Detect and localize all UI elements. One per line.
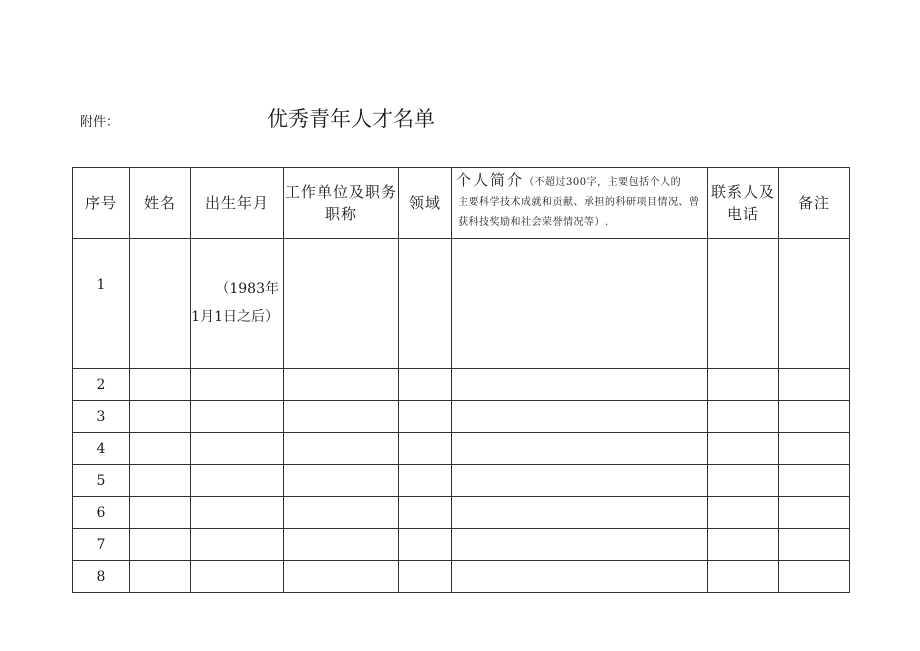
cell-contact[interactable] (708, 433, 779, 465)
cell-contact[interactable] (708, 497, 779, 529)
cell-remarks[interactable] (779, 529, 850, 561)
col-header-field: 领域 (399, 168, 452, 239)
col-header-contact: 联系人及电话 (708, 168, 779, 239)
intro-note-line1: （不超过300字，主要包括个人的 (524, 177, 682, 188)
cell-contact[interactable] (708, 529, 779, 561)
cell-remarks[interactable] (779, 239, 850, 369)
birth-date-note (191, 275, 279, 331)
cell-field[interactable] (399, 497, 452, 529)
cell-field[interactable] (399, 561, 452, 593)
col-header-name: 姓名 (130, 168, 191, 239)
talent-roster-table (72, 167, 850, 593)
cell-intro[interactable] (452, 401, 708, 433)
cell-intro[interactable] (452, 497, 708, 529)
col-header-remarks: 备注 (779, 168, 850, 239)
row-number: 2 (73, 369, 130, 401)
cell-remarks[interactable] (779, 433, 850, 465)
cell-birth[interactable] (191, 239, 284, 369)
cell-field[interactable] (399, 433, 452, 465)
cell-field[interactable] (399, 239, 452, 369)
cell-remarks[interactable] (779, 497, 850, 529)
cell-contact[interactable] (708, 369, 779, 401)
cell-intro[interactable] (452, 465, 708, 497)
col-header-seq: 序号 (73, 168, 130, 239)
col-header-work-unit: 工作单位及职务职称 (284, 168, 399, 239)
cell-remarks[interactable] (779, 465, 850, 497)
cell-work-unit[interactable] (284, 433, 399, 465)
cell-field[interactable] (399, 401, 452, 433)
cell-birth[interactable] (191, 369, 284, 401)
cell-name[interactable] (130, 529, 191, 561)
attachment-label: 附件： (80, 115, 120, 130)
row-number: 1 (73, 239, 130, 369)
row-number: 6 (73, 497, 130, 529)
cell-intro[interactable] (452, 239, 708, 369)
table-row (73, 529, 850, 561)
cell-birth[interactable] (191, 561, 284, 593)
cell-contact[interactable] (708, 239, 779, 369)
cell-work-unit[interactable] (284, 239, 399, 369)
cell-work-unit[interactable] (284, 497, 399, 529)
cell-work-unit[interactable] (284, 529, 399, 561)
table-row (73, 561, 850, 593)
cell-remarks[interactable] (779, 561, 850, 593)
intro-note-line2: 主要科学技术成就和贡献、承担的科研项目情况、曾获科技奖励和社会荣誉情况等）. (458, 197, 700, 228)
cell-field[interactable] (399, 369, 452, 401)
table-row (73, 401, 850, 433)
cell-birth[interactable] (191, 529, 284, 561)
col-header-birth: 出生年月 (191, 168, 284, 239)
cell-work-unit[interactable] (284, 369, 399, 401)
cell-name[interactable] (130, 465, 191, 497)
row-number: 4 (73, 433, 130, 465)
cell-intro[interactable] (452, 529, 708, 561)
table-row (73, 465, 850, 497)
table-row (73, 239, 850, 369)
table-row (73, 369, 850, 401)
row-number: 8 (73, 561, 130, 593)
intro-main-label: 个人简介 (456, 171, 525, 189)
row-number: 7 (73, 529, 130, 561)
cell-name[interactable] (130, 433, 191, 465)
cell-contact[interactable] (708, 561, 779, 593)
cell-birth[interactable] (191, 401, 284, 433)
cell-contact[interactable] (708, 465, 779, 497)
cell-birth[interactable] (191, 465, 284, 497)
cell-birth[interactable] (191, 433, 284, 465)
cell-name[interactable] (130, 561, 191, 593)
cell-work-unit[interactable] (284, 561, 399, 593)
cell-intro[interactable] (452, 433, 708, 465)
table-row (73, 497, 850, 529)
cell-name[interactable] (130, 239, 191, 369)
table-row (73, 433, 850, 465)
cell-name[interactable] (130, 401, 191, 433)
cell-work-unit[interactable] (284, 401, 399, 433)
birth-note-line2: 1月1日之后） (191, 309, 279, 325)
cell-field[interactable] (399, 529, 452, 561)
birth-note-line1: （1983年 (215, 281, 279, 297)
header-row (73, 168, 850, 239)
cell-intro[interactable] (452, 561, 708, 593)
document-title: 优秀青年人才名单 (267, 107, 435, 131)
row-number: 5 (73, 465, 130, 497)
cell-name[interactable] (130, 497, 191, 529)
cell-field[interactable] (399, 465, 452, 497)
cell-remarks[interactable] (779, 369, 850, 401)
cell-name[interactable] (130, 369, 191, 401)
row-number: 3 (73, 401, 130, 433)
cell-birth[interactable] (191, 497, 284, 529)
cell-remarks[interactable] (779, 401, 850, 433)
col-header-intro (452, 168, 708, 239)
cell-intro[interactable] (452, 369, 708, 401)
cell-contact[interactable] (708, 401, 779, 433)
cell-work-unit[interactable] (284, 465, 399, 497)
